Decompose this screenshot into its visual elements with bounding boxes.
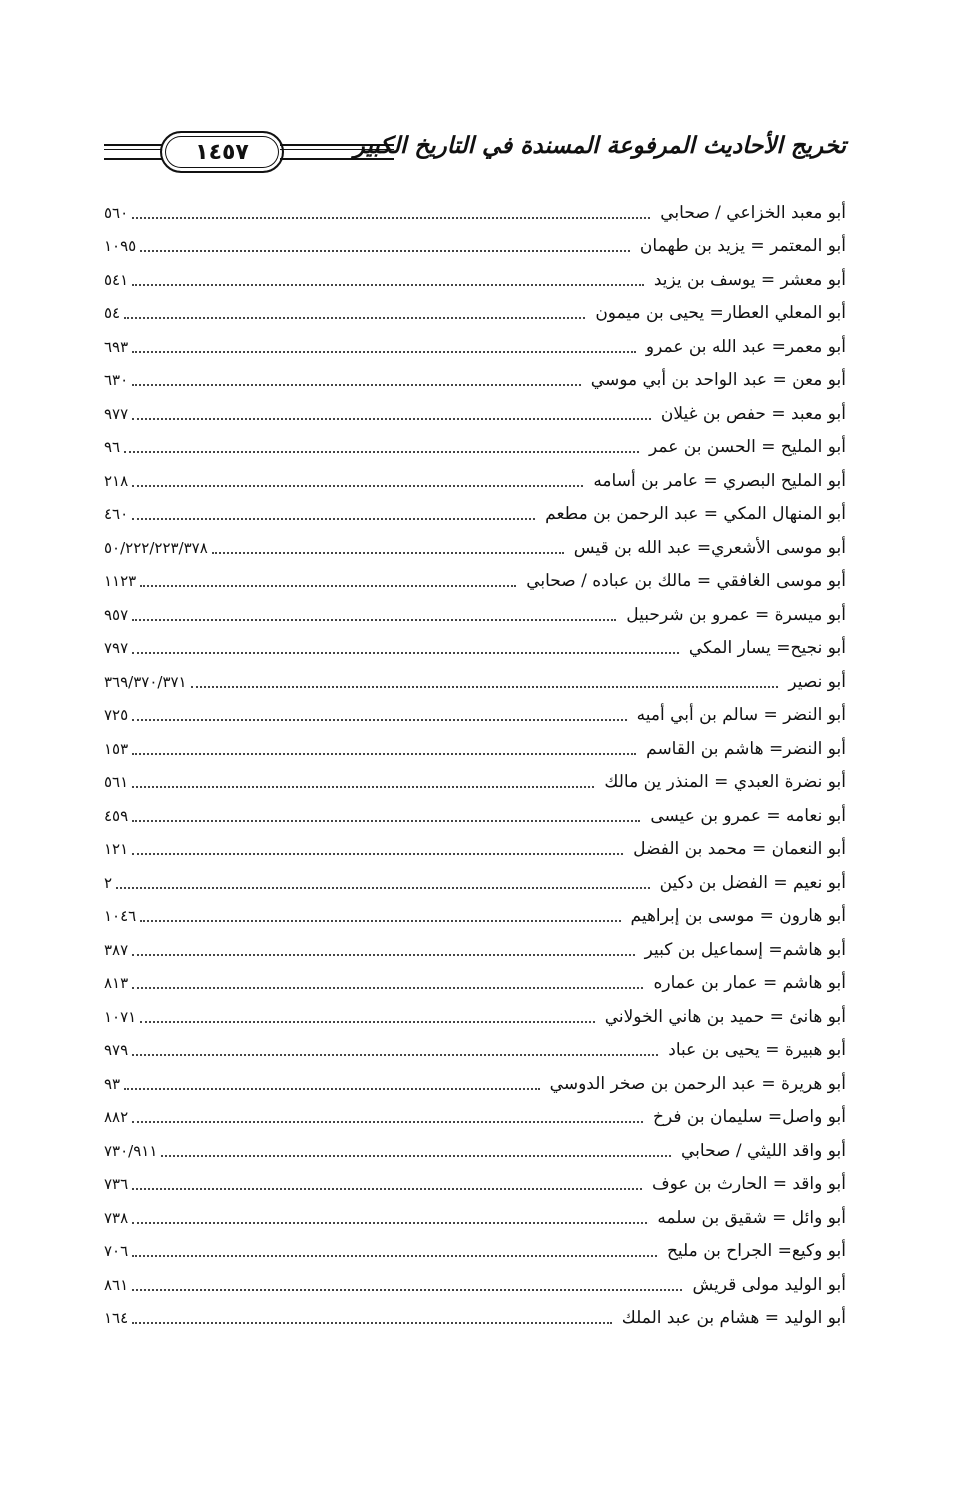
entry-refs: ٧٣٨ bbox=[104, 1208, 129, 1227]
entry-name: أبو معبد = حفص بن غيلان bbox=[660, 403, 846, 424]
entry-name: أبو النضر= هاشم بن القاسم bbox=[646, 738, 846, 759]
index-entry bbox=[104, 632, 846, 666]
entry-name: أبو هانئ = حميد بن هاني الخولاني bbox=[604, 1006, 846, 1027]
index-entry bbox=[104, 967, 846, 1001]
index-list bbox=[104, 196, 846, 1335]
page-number-badge: ١٤٥٧ bbox=[160, 131, 284, 173]
dot-leader bbox=[132, 384, 581, 386]
index-entry bbox=[104, 1067, 846, 1101]
index-entry bbox=[104, 297, 846, 331]
index-entry bbox=[104, 766, 846, 800]
entry-name: أبو واقد الليثي / صحابي bbox=[680, 1140, 846, 1161]
page-header bbox=[104, 128, 846, 176]
entry-refs: ٢ bbox=[104, 873, 113, 892]
entry-name: أبو هاشم = عمار بن عماره bbox=[653, 973, 846, 994]
index-entry bbox=[104, 866, 846, 900]
entry-name: أبو معن = عبد الواحد بن أبي موسي bbox=[590, 370, 846, 391]
index-entry bbox=[104, 1000, 846, 1034]
entry-refs: ٨١٣ bbox=[104, 974, 129, 993]
entry-name: أبو هاشم= إسماعيل بن كبير bbox=[644, 939, 846, 960]
entry-name: أبو نعامه = عمرو بن عيسى bbox=[650, 805, 846, 826]
entry-name: أبو الوليد مولى قريش bbox=[692, 1274, 846, 1295]
entry-name: أبو موسى الغافقي = مالك بن عباده / صحابي bbox=[526, 571, 846, 592]
dot-leader bbox=[132, 284, 644, 286]
dot-leader bbox=[132, 652, 679, 654]
entry-refs: ٦٩٣ bbox=[104, 337, 129, 356]
entry-name: أبو وكيع= الجراح بن مليح bbox=[666, 1241, 846, 1262]
dot-leader bbox=[191, 686, 779, 688]
dot-leader bbox=[116, 887, 650, 889]
entry-name: أبو موسى الأشعري= عبد الله بن قيس bbox=[573, 537, 846, 558]
index-entry bbox=[104, 1134, 846, 1168]
entry-name: أبو معبد الخزاعي / صحابي bbox=[660, 202, 846, 223]
index-entry bbox=[104, 196, 846, 230]
running-title: تخريج الأحاديث المرفوعة المسندة في التاريخ الكبير bbox=[353, 132, 846, 159]
entry-refs: ٨٦١ bbox=[104, 1275, 129, 1294]
dot-leader bbox=[124, 317, 585, 319]
entry-refs: ٧٠٦ bbox=[104, 1242, 129, 1261]
entry-refs: ٥٠/٢٢٢/٢٢٣/٣٧٨ bbox=[104, 538, 208, 557]
entry-refs: ٧٣٠/٩١١ bbox=[104, 1141, 158, 1160]
dot-leader bbox=[212, 552, 564, 554]
dot-leader bbox=[132, 1188, 642, 1190]
entry-name: أبو نضرة العبدي = المنذر ين مالك bbox=[604, 772, 846, 793]
dot-leader bbox=[161, 1155, 671, 1157]
entry-name: أبو المعلي العطار= يحيى بن ميمون bbox=[595, 303, 846, 324]
entry-name: أبو الوليد = هشام بن عبد الملك bbox=[621, 1308, 846, 1329]
dot-leader bbox=[132, 619, 616, 621]
entry-refs: ٥٤ bbox=[104, 304, 121, 323]
entry-name: أبو المعتمر = يزيد بن طهمان bbox=[639, 236, 846, 257]
entry-refs: ٤٥٩ bbox=[104, 806, 129, 825]
dot-leader bbox=[124, 1088, 540, 1090]
entry-refs: ١٢١ bbox=[104, 840, 129, 859]
entry-refs: ٢١٨ bbox=[104, 471, 129, 490]
entry-refs: ٥٦٠ bbox=[104, 203, 129, 222]
dot-leader bbox=[140, 585, 516, 587]
index-entry bbox=[104, 900, 846, 934]
index-entry bbox=[104, 833, 846, 867]
entry-refs: ٥٦١ bbox=[104, 773, 129, 792]
dot-leader bbox=[132, 1121, 643, 1123]
dot-leader bbox=[132, 351, 636, 353]
dot-leader bbox=[140, 250, 630, 252]
entry-refs: ٣٨٧ bbox=[104, 940, 129, 959]
dot-leader bbox=[140, 1021, 594, 1023]
entry-name: أبو معشر = يوسف بن يزيد bbox=[653, 269, 846, 290]
index-entry bbox=[104, 498, 846, 532]
dot-leader bbox=[132, 786, 594, 788]
header-rule-left bbox=[104, 144, 162, 160]
entry-refs: ٧٣٦ bbox=[104, 1175, 129, 1194]
entry-refs: ٩٦ bbox=[104, 438, 121, 457]
dot-leader bbox=[132, 418, 651, 420]
index-entry bbox=[104, 1268, 846, 1302]
index-entry bbox=[104, 1201, 846, 1235]
index-entry bbox=[104, 397, 846, 431]
entry-refs: ٩٧٩ bbox=[104, 1041, 129, 1060]
entry-refs: ١٠٧١ bbox=[104, 1007, 137, 1026]
index-entry bbox=[104, 1168, 846, 1202]
entry-name: أبو هارون = موسى بن إبراهيم bbox=[630, 906, 846, 927]
dot-leader bbox=[132, 1289, 682, 1291]
entry-name: أبو نجيح= يسار المكي bbox=[688, 638, 846, 659]
entry-name: أبو وائل = شقيق بن سلمه bbox=[657, 1207, 846, 1228]
entry-name: أبو ميسرة = عمرو بن شرحبيل bbox=[626, 604, 846, 625]
entry-name: أبو نصير bbox=[788, 671, 846, 692]
entry-name: أبو هبيرة = يحيى بن عباد bbox=[668, 1040, 846, 1061]
entry-name: أبو واقد = الحارث بن عوف bbox=[652, 1174, 846, 1195]
entry-name: أبو النضر = سالم بن أبي أميه bbox=[636, 705, 846, 726]
index-entry bbox=[104, 1235, 846, 1269]
dot-leader bbox=[132, 753, 636, 755]
dot-leader bbox=[132, 1222, 647, 1224]
entry-refs: ٤٦٠ bbox=[104, 505, 129, 524]
dot-leader bbox=[132, 217, 650, 219]
entry-name: أبو المليح = الحسن بن عمر bbox=[649, 437, 846, 458]
entry-refs: ٦٣٠ bbox=[104, 371, 129, 390]
index-entry bbox=[104, 330, 846, 364]
index-entry bbox=[104, 799, 846, 833]
index-entry bbox=[104, 732, 846, 766]
entry-refs: ١٠٩٥ bbox=[104, 237, 137, 256]
entry-refs: ٨٨٢ bbox=[104, 1108, 129, 1127]
dot-leader bbox=[140, 920, 620, 922]
entry-refs: ١٦٤ bbox=[104, 1309, 129, 1328]
index-entry bbox=[104, 364, 846, 398]
dot-leader bbox=[132, 954, 635, 956]
entry-refs: ٥٤١ bbox=[104, 270, 129, 289]
dot-leader bbox=[132, 820, 640, 822]
dot-leader bbox=[132, 719, 626, 721]
index-entry bbox=[104, 531, 846, 565]
index-entry bbox=[104, 230, 846, 264]
dot-leader bbox=[132, 1054, 658, 1056]
index-entry bbox=[104, 263, 846, 297]
entry-refs: ١٥٣ bbox=[104, 739, 129, 758]
entry-refs: ٩٣ bbox=[104, 1074, 121, 1093]
entry-refs: ٧٢٥ bbox=[104, 706, 129, 725]
entry-name: أبو واصل= سليمان بن فرخ bbox=[653, 1107, 846, 1128]
entry-refs: ١١٢٣ bbox=[104, 572, 137, 591]
entry-refs: ٩٥٧ bbox=[104, 605, 129, 624]
index-entry bbox=[104, 431, 846, 465]
index-entry bbox=[104, 464, 846, 498]
index-entry bbox=[104, 1302, 846, 1336]
entry-refs: ٩٧٧ bbox=[104, 404, 129, 423]
dot-leader bbox=[132, 485, 583, 487]
entry-name: أبو معمر= عبد الله بن عمرو bbox=[645, 336, 846, 357]
dot-leader bbox=[132, 1322, 612, 1324]
index-entry bbox=[104, 565, 846, 599]
dot-leader bbox=[132, 853, 623, 855]
index-entry bbox=[104, 665, 846, 699]
dot-leader bbox=[124, 451, 639, 453]
entry-name: أبو نعيم = الفضل بن دكين bbox=[659, 872, 846, 893]
entry-refs: ١٠٤٦ bbox=[104, 907, 137, 926]
entry-name: أبو المنهال المكي = عبد الرحمن بن مطعم bbox=[545, 504, 846, 525]
entry-refs: ٣٦٩/٣٧٠/٣٧١ bbox=[104, 672, 187, 691]
dot-leader bbox=[132, 518, 535, 520]
entry-name: أبو هريرة = عبد الرحمن بن صخر الدوسي bbox=[549, 1073, 846, 1094]
entry-name: أبو المليح البصري = عامر بن أسامه bbox=[593, 470, 846, 491]
index-entry bbox=[104, 699, 846, 733]
index-entry bbox=[104, 598, 846, 632]
index-entry bbox=[104, 1034, 846, 1068]
entry-name: أبو النعمان = محمد بن الفضل bbox=[633, 839, 846, 860]
index-entry bbox=[104, 933, 846, 967]
entry-refs: ٧٩٧ bbox=[104, 639, 129, 658]
dot-leader bbox=[132, 1255, 657, 1257]
dot-leader bbox=[132, 987, 643, 989]
index-entry bbox=[104, 1101, 846, 1135]
